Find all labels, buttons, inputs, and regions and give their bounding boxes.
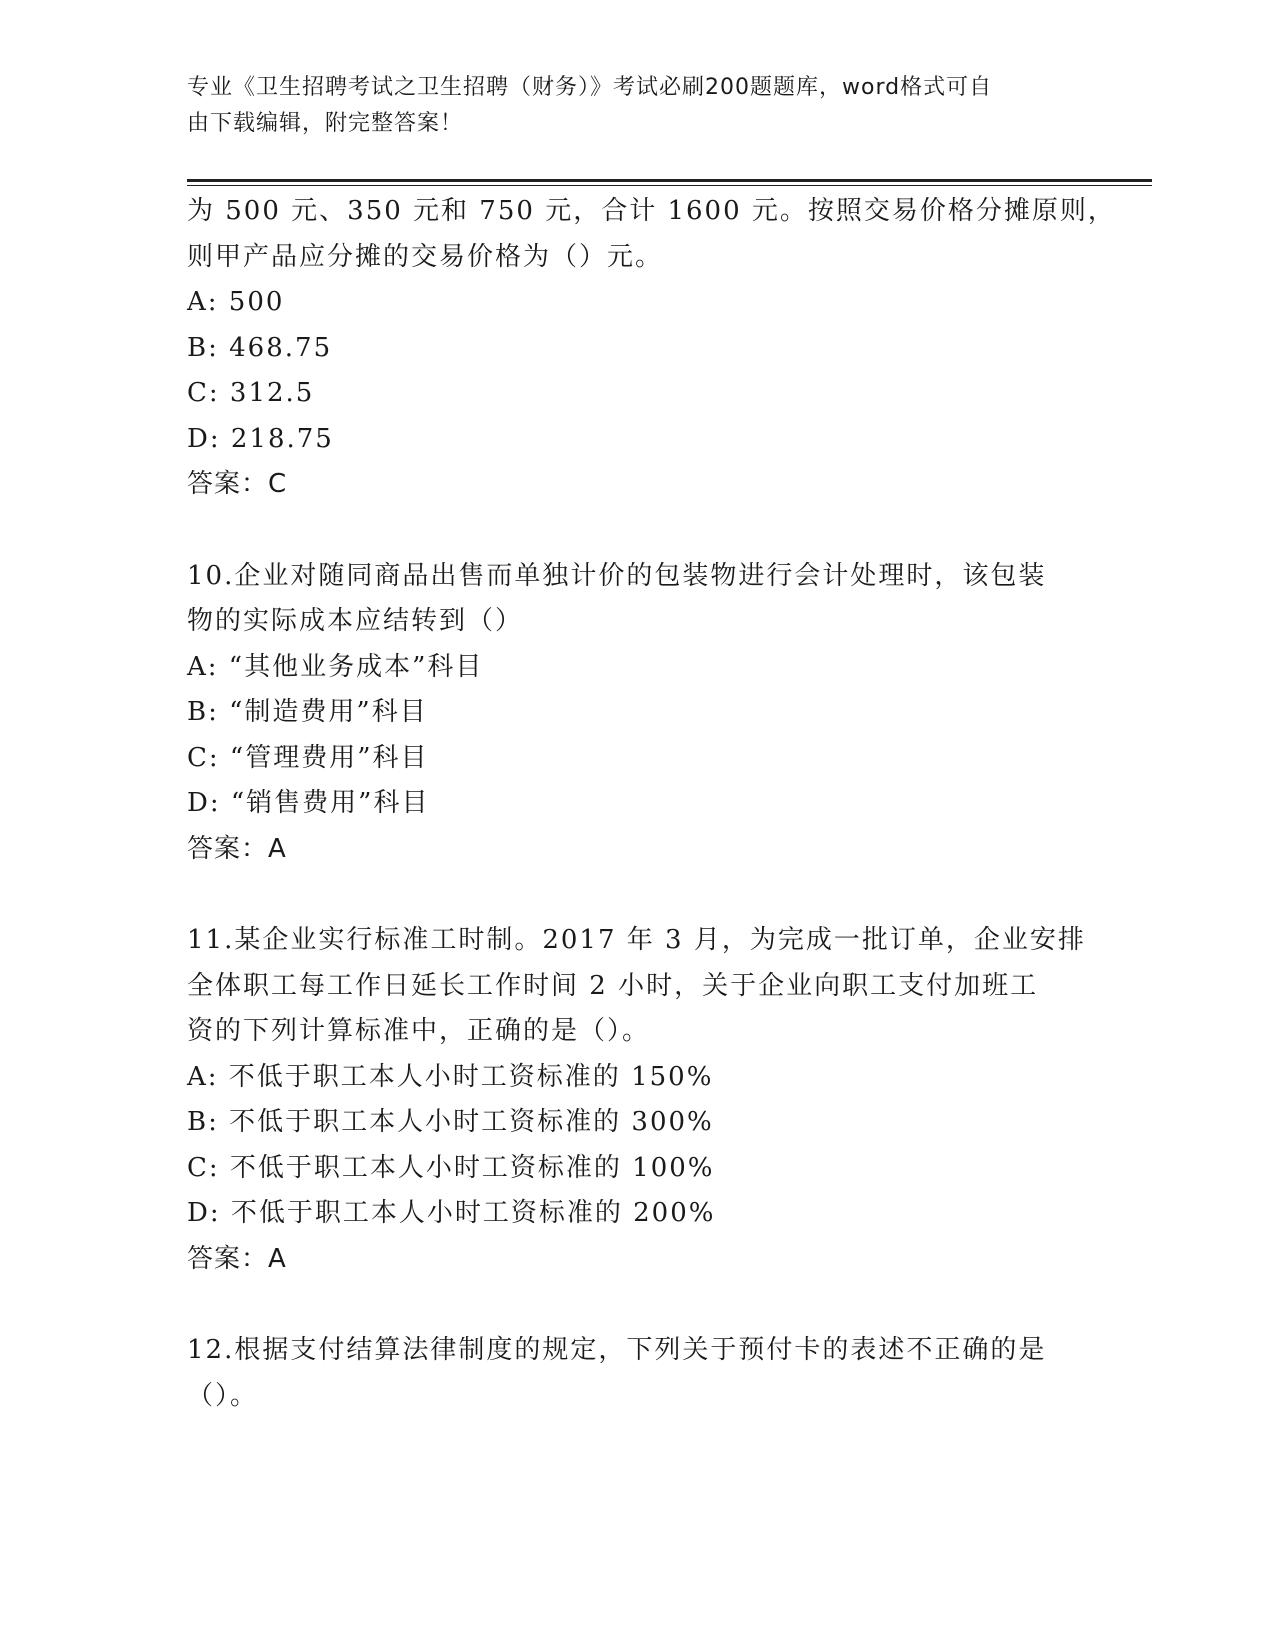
- option-a: A: “其他业务成本”科目: [187, 651, 484, 682]
- question-stem: 则甲产品应分摊的交易价格为（）元。: [187, 241, 664, 272]
- option-d: D: 不低于职工本人小时工资标准的 200%: [187, 1198, 716, 1228]
- answer: 答案：A: [187, 833, 287, 864]
- document-header: [187, 70, 1067, 142]
- header-rule-thick: [187, 179, 1152, 182]
- question-9: [187, 189, 1116, 508]
- header-rule-thin: [187, 185, 1152, 186]
- option-d: D: “销售费用”科目: [187, 788, 430, 818]
- option-c: C: “管理费用”科目: [187, 742, 429, 773]
- option-b: B: 468.75: [187, 332, 333, 363]
- option-c: C: 不低于职工本人小时工资标准的 100%: [187, 1152, 715, 1183]
- question-stem: 资的下列计算标准中，正确的是（）。: [187, 1016, 651, 1046]
- question-stem: 12.根据支付结算法律制度的规定，下列关于预付卡的表述不正确的是: [187, 1335, 1047, 1365]
- option-b: B: 不低于职工本人小时工资标准的 300%: [187, 1107, 714, 1137]
- question-list: [187, 189, 1116, 1419]
- answer: 答案：C: [187, 469, 288, 499]
- question-stem: 全体职工每工作日延长工作时间 2 小时，关于企业向职工支付加班工: [187, 970, 1039, 1001]
- question-stem: 11.某企业实行标准工时制。2017 年 3 月，为完成一批订单，企业安排: [187, 925, 1086, 955]
- question-12: [187, 1328, 1087, 1419]
- question-stem: 物的实际成本应结转到（）: [187, 606, 524, 636]
- header-line-2: 由下载编辑，附完整答案！: [187, 111, 464, 136]
- answer: 答案：A: [187, 1243, 287, 1274]
- question-10: [187, 554, 1087, 873]
- header-line-1: 专业《卫生招聘考试之卫生招聘（财务）》考试必刷200题题库，word格式可自: [187, 75, 993, 100]
- question-11: [187, 918, 1087, 1282]
- option-a: A: 不低于职工本人小时工资标准的 150%: [187, 1061, 714, 1092]
- option-d: D: 218.75: [187, 423, 334, 454]
- option-a: A: 500: [187, 287, 285, 317]
- question-stem: 为 500 元、350 元和 750 元，合计 1600 元。按照交易价格分摊原则，: [187, 196, 1116, 226]
- question-stem: （）。: [187, 1380, 259, 1411]
- question-stem: 10.企业对随同商品出售而单独计价的包装物进行会计处理时，该包装: [187, 560, 1047, 591]
- option-c: C: 312.5: [187, 378, 315, 408]
- option-b: B: “制造费用”科目: [187, 697, 428, 727]
